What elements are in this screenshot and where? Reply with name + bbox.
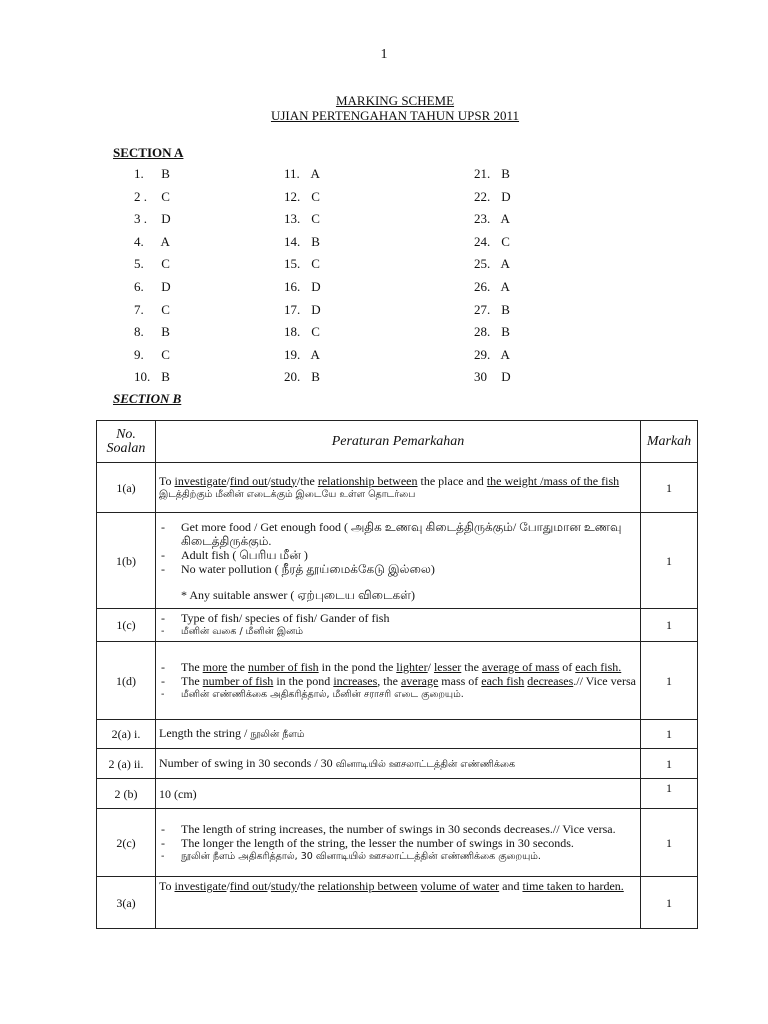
- answer-letter: A: [160, 233, 170, 249]
- answer-number: 24.: [474, 233, 491, 249]
- header-marks: Markah: [641, 421, 698, 463]
- answer-letter: D: [161, 279, 171, 294]
- answer-item: [134, 369, 170, 385]
- answer-item: [284, 279, 321, 295]
- table-row: [97, 779, 698, 809]
- answer-letter: C: [311, 188, 320, 204]
- mark-value: 1: [641, 609, 698, 642]
- answer-number: 15.: [284, 256, 301, 272]
- answer-letter: C: [161, 188, 170, 204]
- answer-letter: C: [311, 324, 320, 340]
- answer-letter: D: [311, 279, 321, 294]
- section-b-title: SECTION B: [113, 391, 182, 406]
- answer-item: [474, 369, 511, 385]
- answer-item: [134, 256, 170, 272]
- rule-item: - Get more food / Get enough food ( அதிக உணவு கிடைத்திருக்கும்/ போதுமான உணவு கிடைத்திருக்கும்.: [159, 520, 637, 548]
- mark-value: 1: [641, 877, 698, 929]
- answer-letter: B: [501, 166, 510, 181]
- answer-item: [284, 347, 320, 363]
- marking-rule: Number of swing in 30 seconds / 30 வினாடியில் ஊசலாட்டத்தின் எண்ணிக்கை: [156, 749, 641, 779]
- answer-item: [284, 189, 320, 205]
- answer-letter: D: [161, 211, 171, 227]
- table-header-row: [97, 421, 698, 463]
- answer-item: [474, 166, 510, 182]
- answer-item: [284, 166, 320, 182]
- answer-number: 23.: [474, 211, 491, 227]
- answer-item: [474, 211, 510, 227]
- answer-number: 19.: [284, 346, 301, 362]
- marking-rule: [156, 463, 641, 513]
- header-marking-rules: Peraturan Pemarkahan: [156, 421, 641, 463]
- page-number: 1: [380, 47, 388, 62]
- rule-item-tamil: - மீனின் எண்ணிக்கை அதிகரித்தால், மீனின் சராசரி எடை குறையும்.: [159, 688, 637, 702]
- marking-rule: Length the string / நூலின் நீளம்: [156, 720, 641, 749]
- rule-item: - No water pollution ( நீரத் தூய்மைக்கேடு இல்லை): [159, 562, 637, 576]
- rule-item: - The length of string increases, the number of swings in 30 seconds decreases.// Vice versa.: [159, 822, 637, 836]
- rule-note: * Any suitable answer ( ஏற்புடைய விடைகள்): [181, 587, 415, 602]
- answer-letter: D: [311, 301, 321, 317]
- answer-number: 2 .: [134, 188, 147, 204]
- answer-number: 27.: [474, 301, 491, 317]
- answer-number: 14.: [284, 233, 301, 249]
- answer-item: [284, 369, 320, 385]
- question-number: 1(a): [97, 463, 156, 513]
- answer-item: [134, 211, 171, 227]
- answer-letter: C: [501, 233, 510, 249]
- answer-item: [474, 324, 510, 340]
- answer-letter: C: [311, 256, 320, 272]
- answer-letter: B: [501, 324, 510, 340]
- answer-number: 1.: [134, 166, 144, 181]
- question-number: 1(c): [97, 609, 156, 642]
- answer-number: 8.: [134, 324, 144, 340]
- exam-title: UJIAN PERTENGAHAN TAHUN UPSR 2011: [270, 108, 520, 123]
- rule-en: To investigate/find out/study/the relationship between the place and the weight /mass of the fish: [159, 473, 620, 488]
- question-number: 2(a) i.: [97, 720, 156, 749]
- rule-item: - The more the number of fish in the pond the lighter/ lesser the average of mass of each fish.: [159, 660, 637, 674]
- table-row: [97, 513, 698, 609]
- mark-value: 1: [641, 642, 698, 720]
- answer-letter: B: [161, 166, 170, 181]
- answer-item: [134, 234, 170, 250]
- rule-item: - Adult fish ( பெரிய மீன் ): [159, 548, 637, 562]
- answer-letter: A: [500, 256, 510, 272]
- mark-value: 1: [641, 513, 698, 609]
- answer-number: 21.: [474, 166, 491, 181]
- answer-letter: B: [311, 233, 320, 249]
- answer-number: 25.: [474, 256, 491, 272]
- section-a-title: SECTION A: [113, 145, 184, 160]
- answer-item: [134, 189, 170, 205]
- answer-number: 16.: [284, 279, 301, 294]
- answer-item: [474, 234, 510, 250]
- answer-number: 30: [474, 369, 487, 385]
- answer-letter: B: [161, 324, 170, 340]
- answer-item: [284, 211, 320, 227]
- rule-item: - The number of fish in the pond increases, the average mass of each fish decreases.// Vice versa: [159, 674, 637, 688]
- answer-item: [134, 302, 170, 318]
- answer-number: 26.: [474, 279, 491, 294]
- answer-number: 29.: [474, 346, 491, 362]
- rule-tamil: இடத்திற்கும் மீனின் எடைக்கும் இடையே உள்ள தொடர்பை: [159, 488, 416, 500]
- section-a-answer-grid: [134, 166, 554, 390]
- mark-value: 1: [641, 463, 698, 513]
- mark-value: 1: [641, 749, 698, 779]
- question-number: 1(b): [97, 513, 156, 609]
- rule-item: - The longer the length of the string, the lesser the number of swings in 30 seconds.: [159, 836, 637, 850]
- answer-number: 28.: [474, 324, 491, 340]
- table-row: [97, 463, 698, 513]
- answer-letter: B: [311, 369, 320, 385]
- answer-letter: A: [500, 346, 510, 362]
- answer-number: 4.: [134, 233, 144, 249]
- marking-scheme-title: MARKING SCHEME: [335, 93, 455, 108]
- answer-number: 18.: [284, 324, 301, 340]
- answer-number: 12.: [284, 188, 301, 204]
- rule-item-tamil: - மீனின் வகை / மீனின் இனம்: [159, 625, 637, 639]
- answer-item: [474, 347, 510, 363]
- answer-item: [284, 324, 320, 340]
- answer-number: 22.: [474, 188, 491, 204]
- question-number: 3(a): [97, 877, 156, 929]
- marking-rule: [156, 809, 641, 877]
- answer-number: 13.: [284, 211, 301, 227]
- table-row: [97, 877, 698, 929]
- marking-rule: [156, 609, 641, 642]
- answer-letter: C: [161, 346, 170, 362]
- answer-number: 17.: [284, 301, 301, 317]
- answer-item: [134, 279, 171, 295]
- answer-letter: D: [501, 188, 511, 204]
- marking-table: [96, 420, 698, 929]
- table-row: [97, 749, 698, 779]
- answer-item: [474, 302, 510, 318]
- answer-letter: A: [310, 346, 320, 362]
- answer-item: [474, 256, 510, 272]
- rule-item: - Type of fish/ species of fish/ Gander of fish: [159, 611, 637, 625]
- answer-number: 3 .: [134, 211, 147, 227]
- question-number: 2(c): [97, 809, 156, 877]
- marking-rule: 10 (cm): [156, 779, 641, 809]
- answer-number: 9.: [134, 346, 144, 362]
- answer-item: [474, 189, 511, 205]
- answer-number: 11.: [284, 166, 300, 181]
- table-row: [97, 720, 698, 749]
- answer-item: [284, 302, 321, 318]
- table-row: [97, 809, 698, 877]
- answer-item: [134, 347, 170, 363]
- marking-rule: [156, 642, 641, 720]
- question-number: 2 (a) ii.: [97, 749, 156, 779]
- answer-item: [134, 324, 170, 340]
- answer-letter: C: [311, 211, 320, 227]
- answer-letter: B: [501, 301, 510, 317]
- answer-item: [284, 234, 320, 250]
- marking-rule: [156, 513, 641, 609]
- answer-number: 10.: [134, 369, 151, 385]
- answer-letter: D: [501, 369, 511, 385]
- answer-letter: A: [310, 166, 320, 181]
- answer-letter: A: [500, 279, 510, 294]
- table-row: [97, 609, 698, 642]
- answer-letter: C: [161, 301, 170, 317]
- answer-item: [474, 279, 510, 295]
- answer-letter: C: [161, 256, 170, 272]
- question-number: 2 (b): [97, 779, 156, 809]
- question-number: 1(d): [97, 642, 156, 720]
- mark-value: 1: [641, 809, 698, 877]
- answer-number: 6.: [134, 279, 144, 294]
- mark-value: 1: [641, 779, 698, 809]
- table-row: [97, 642, 698, 720]
- answer-number: 20.: [284, 369, 301, 385]
- answer-letter: B: [161, 369, 170, 385]
- answer-item: [134, 166, 170, 182]
- answer-letter: A: [500, 211, 510, 227]
- answer-number: 5.: [134, 256, 144, 272]
- marking-rule: To investigate/find out/study/the relationship between volume of water and time taken to harden.: [156, 877, 641, 929]
- answer-item: [284, 256, 320, 272]
- answer-number: 7.: [134, 301, 144, 317]
- mark-value: 1: [641, 720, 698, 749]
- rule-item-tamil: - நூலின் நீளம் அதிகரித்தால், 30 வினாடியில் ஊசலாட்டத்தின் எண்ணிக்கை குறையும்.: [159, 850, 637, 864]
- header-question-no: No. Soalan: [97, 421, 156, 463]
